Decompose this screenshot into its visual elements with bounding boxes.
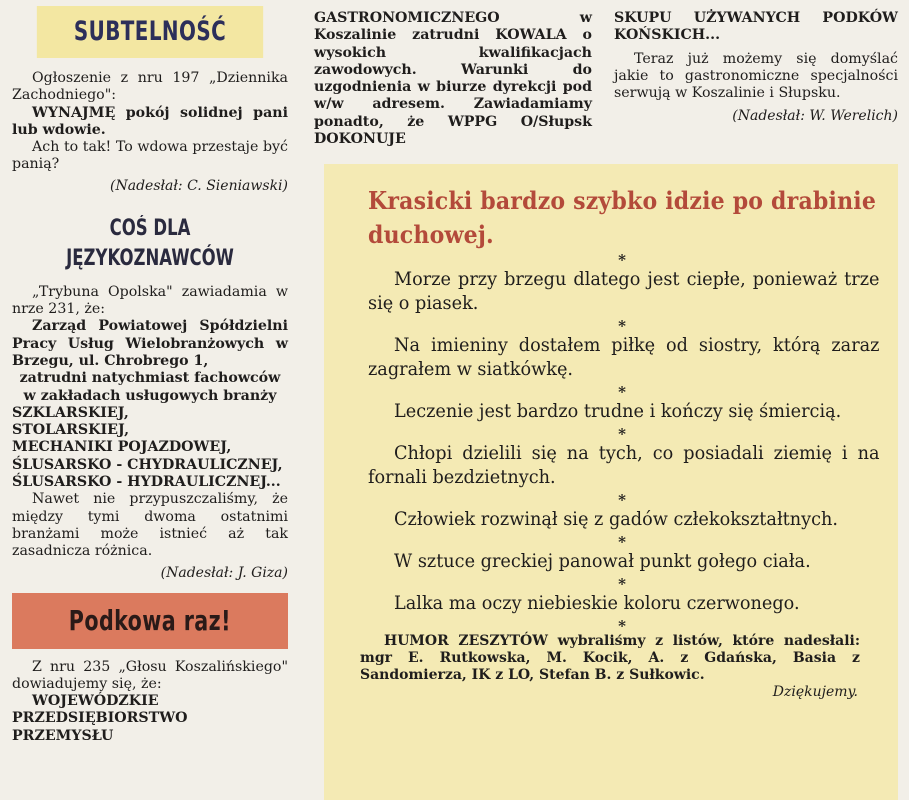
branch-item: STOLARSKIEJ, [12, 422, 130, 439]
podkowa-signature: (Nadesłał: W. Werelich) [732, 108, 898, 125]
podkowa-quote: WOJEWÓDZKIE PRZEDSIĘBIORSTWO PRZEMYSŁU [12, 693, 188, 744]
jezykoznawcy-quote: Zarząd Powiatowej Spółdzielni Pracy Usług Wielobranżowych w Brzegu, ul. Chrobrego 1, [12, 318, 288, 369]
krasicki-title: Krasicki bardzo szybko idzie po drabinie duchowej. [368, 186, 877, 249]
subtelnosc-comment: Ach to tak! To wdowa przestaje być panią? [12, 139, 288, 173]
separator-star: * [618, 533, 626, 551]
separator-star: * [618, 491, 626, 509]
podkowa-quote-cont: GASTRONOMICZNEGO w Koszalinie zatrudni KOWALA o wysokich kwalifikacjach zawodowych. Warunki do uzgodnienia w biurze dyrekcji pod w/w adresem. Zawiadamiamy ponadto, że WPPG O/Słupsk DOKONUJE [314, 10, 592, 148]
separator-star: * [618, 575, 626, 593]
jezykoznawcy-heading: COŚ DLA JĘZYKOZNAWCÓW [66, 215, 234, 271]
column-right [614, 0, 898, 126]
subtelnosc-quote: WYNAJMĘ pokój solidnej pani lub wdowie. [12, 104, 288, 138]
branch-item: MECHANIKI POJAZDOWEJ, [12, 439, 232, 456]
jezykoznawcy-intro: „Trybuna Opolska" zawiadamia w nrze 231, że: [12, 283, 288, 318]
subtelnosc-heading: SUBTELNOŚĆ [37, 6, 263, 58]
jezykoznawcy-quote-cont: zatrudni natychmiast fachowców w zakładach usługowych branży [19, 370, 281, 404]
podkowa-heading-text: Podkowa raz! [68, 603, 232, 637]
subtelnosc-article [12, 70, 288, 196]
krasicki-thanks: Dziękujemy. [772, 684, 858, 700]
column-left [12, 0, 288, 745]
podkowa-quote-end: SKUPU UŻYWANYCH PODKÓW KOŃSKICH... [614, 10, 898, 44]
subtelnosc-intro: Ogłoszenie z nru 197 „Dziennika Zachodniego": [12, 70, 288, 104]
krasicki-box [324, 164, 898, 800]
krasicki-item: Lalka ma oczy niebieskie koloru czerwonego. [394, 592, 800, 614]
column-middle [314, 0, 592, 148]
krasicki-item: Człowiek rozwinął się z gadów człekokształtnych. [394, 508, 839, 530]
krasicki-item: Na imieniny dostałem piłkę od siostry, którą zaraz zagrałem w siatkówkę. [368, 334, 880, 380]
separator-star: * [618, 251, 626, 269]
separator-star: * [618, 425, 626, 443]
branch-item: ŚLUSARSKO - HYDRAULICZNEJ... [12, 474, 281, 491]
branch-item: ŚLUSARSKO - CHYDRAULICZNEJ, [12, 456, 283, 473]
krasicki-item: Leczenie jest bardzo trudne i kończy się śmiercią. [394, 400, 842, 422]
separator-star: * [618, 317, 626, 335]
podkowa-heading [12, 593, 288, 649]
podkowa-comment: Teraz już możemy się domyślać jakie to gastronomiczne specjalności serwują w Koszalinie i Słupsku. [614, 50, 898, 102]
jezykoznawcy-comment: Nawet nie przypuszczaliśmy, że między tymi dwoma ostatnimi branżami może istnieć aż tak zasadnicza różnica. [12, 491, 288, 560]
krasicki-item: Chłopi dzielili się na tych, co posiadali ziemię i na fornali bezdzietnych. [368, 442, 880, 488]
jezykoznawcy-signature: (Nadesłał: J. Giza) [160, 564, 288, 581]
podkowa-article [12, 659, 288, 745]
branch-item: SZKLARSKIEJ, [12, 404, 129, 421]
krasicki-credit: HUMOR ZESZYTÓW wybraliśmy z listów, które nadesłali: mgr E. Rutkowska, M. Kocik, A. z Gdańska, Basia z Sandomierza, IK z LO, Stefan B. z Sułkowic. [360, 633, 860, 683]
separator-star: * [618, 617, 626, 635]
subtelnosc-signature: (Nadesłał: C. Sieniawski) [110, 177, 288, 194]
jezykoznawcy-article [12, 284, 288, 583]
podkowa-intro: Z nru 235 „Głosu Koszalińskiego" dowiadujemy się, że: [12, 658, 288, 692]
krasicki-item: W sztuce greckiej panował punkt gołego ciała. [394, 550, 811, 572]
separator-star: * [618, 383, 626, 401]
krasicki-item: Morze przy brzegu dlatego jest ciepłe, ponieważ trze się o piasek. [368, 268, 880, 314]
